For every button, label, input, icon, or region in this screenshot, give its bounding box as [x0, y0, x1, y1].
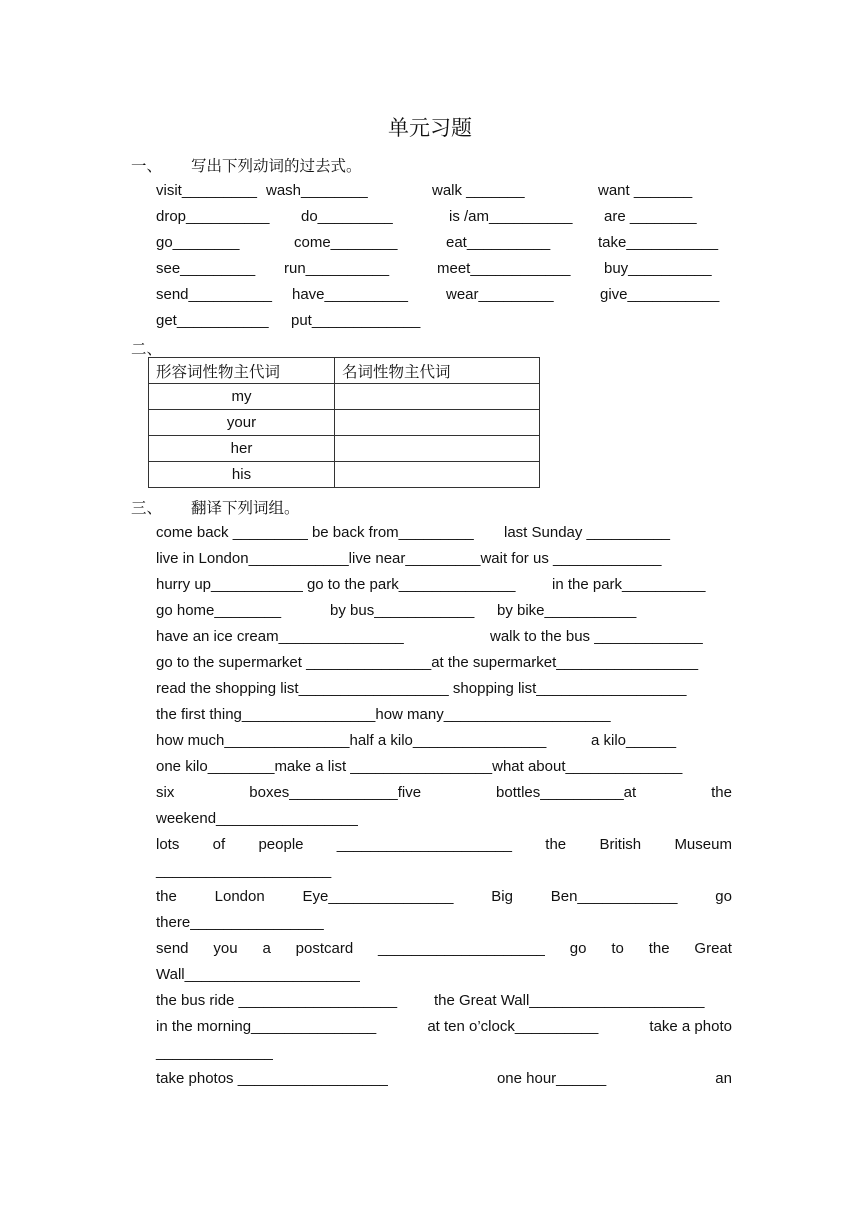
- phrase-text: Museum: [674, 836, 732, 853]
- phrase-text: by bike___________: [497, 602, 637, 619]
- phrase-text: people: [258, 836, 304, 853]
- verb-item: want _______: [598, 182, 693, 199]
- phrase-text: last Sunday __________: [504, 524, 670, 541]
- phrase-text: the bus ride ___________________: [156, 992, 398, 1009]
- phrase-line: [156, 809, 358, 829]
- phrase-text: by bus____________: [330, 602, 475, 619]
- phrase-text: one hour______: [496, 1070, 607, 1087]
- phrase-line: [156, 549, 661, 569]
- phrase-text: British: [599, 836, 642, 853]
- verb-item: get___________: [156, 312, 269, 329]
- phrase-text: to: [611, 940, 624, 957]
- phrase-text: ______________: [156, 1044, 273, 1061]
- phrase-text: live in London____________live near_________wait for us _____________: [156, 550, 662, 567]
- verb-item: give___________: [600, 286, 720, 303]
- section-2-number: 二、: [131, 340, 163, 358]
- phrase-text: the: [711, 784, 732, 801]
- phrase-text: Ben____________: [550, 888, 678, 905]
- answer-cell[interactable]: [335, 436, 540, 462]
- answer-cell[interactable]: [335, 384, 540, 410]
- phrase-text: go to the supermarket _______________at the supermarket_________________: [156, 654, 699, 671]
- verb-item: see_________: [156, 260, 256, 277]
- phrase-text: of: [212, 836, 226, 853]
- verb-item: are ________: [604, 208, 697, 225]
- phrase-line: [156, 1043, 273, 1063]
- phrase-line: [156, 887, 732, 907]
- verb-item: is /am__________: [449, 208, 573, 225]
- phrase-line: [156, 783, 732, 803]
- verb-item: go________: [156, 234, 240, 251]
- phrase-text: go: [715, 888, 732, 905]
- phrase-text: ____________________: [378, 940, 545, 957]
- phrase-text: one kilo________make a list _________________what about______________: [156, 758, 683, 775]
- table-cell: his: [149, 462, 335, 488]
- phrase-text: a: [262, 940, 271, 957]
- verb-item: buy__________: [604, 260, 712, 277]
- verb-item: have__________: [292, 286, 408, 303]
- table-row: [149, 410, 540, 436]
- verb-item: wear_________: [446, 286, 554, 303]
- section-1-title: 写出下列动词的过去式。: [191, 157, 362, 175]
- verb-item: visit_________: [156, 182, 257, 199]
- phrase-line: [156, 679, 686, 699]
- section-2-heading: [131, 337, 191, 359]
- table-header-row: [149, 358, 540, 384]
- phrase-text: in the morning_______________: [156, 1018, 377, 1035]
- section-3-number: 三、: [131, 499, 163, 517]
- phrase-text: _____________________: [156, 862, 332, 879]
- verb-item: do_________: [301, 208, 393, 225]
- phrase-text: come back _________ be back from_________: [156, 524, 474, 541]
- phrase-text: an: [715, 1070, 732, 1087]
- phrase-text: six: [156, 784, 175, 801]
- phrase-text: go: [569, 940, 587, 957]
- section-1-heading: [131, 154, 362, 176]
- phrase-line: [156, 939, 732, 959]
- phrase-line: [156, 653, 698, 673]
- phrase-text: in the park__________: [552, 576, 706, 593]
- page-title: 单元习题: [388, 116, 472, 140]
- phrase-text: London: [214, 888, 265, 905]
- phrase-text: Big: [491, 888, 513, 905]
- verb-item: send__________: [156, 286, 272, 303]
- phrase-line: [156, 705, 611, 725]
- phrase-text: boxes_____________five: [249, 784, 422, 801]
- verb-item: run__________: [284, 260, 390, 277]
- phrase-text: how much_______________half a kilo________________: [156, 732, 547, 749]
- phrase-line: [156, 1069, 732, 1089]
- verb-item: drop__________: [156, 208, 270, 225]
- verb-item: put_____________: [291, 312, 421, 329]
- table-row: [149, 462, 540, 488]
- phrase-text: postcard: [295, 940, 354, 957]
- phrase-text: Great: [694, 940, 732, 957]
- section-1-number: 一、: [131, 157, 163, 175]
- phrase-text: send: [156, 940, 189, 957]
- phrase-text: walk to the bus _____________: [490, 628, 703, 645]
- verb-item: take___________: [598, 234, 719, 251]
- phrase-text: the Great Wall_____________________: [434, 992, 705, 1009]
- phrase-line: [156, 965, 360, 985]
- verb-item: wash________: [266, 182, 368, 199]
- table-row: [149, 436, 540, 462]
- phrase-text: read the shopping list__________________ shopping list__________________: [156, 680, 687, 697]
- phrase-text: weekend_________________: [156, 810, 358, 827]
- phrase-text: the: [648, 940, 670, 957]
- section-3-heading: [131, 496, 300, 518]
- phrase-line: [156, 757, 682, 777]
- phrase-line: [156, 835, 732, 855]
- verb-item: meet____________: [437, 260, 571, 277]
- phrase-line: [156, 1017, 732, 1037]
- phrase-text: bottles__________at: [496, 784, 637, 801]
- answer-cell[interactable]: [335, 410, 540, 436]
- phrase-text: take photos __________________: [156, 1070, 388, 1087]
- phrase-line: [156, 861, 331, 881]
- answer-cell[interactable]: [335, 462, 540, 488]
- phrase-text: hurry up___________ go to the park______________: [156, 576, 516, 593]
- phrase-text: the: [156, 888, 177, 905]
- phrase-text: at ten o’clock__________: [427, 1018, 599, 1035]
- phrase-text: _____________________: [336, 836, 512, 853]
- phrase-text: go home________: [156, 602, 282, 619]
- table-row: [149, 384, 540, 410]
- table-cell: your: [149, 410, 335, 436]
- phrase-text: a kilo______: [591, 732, 677, 749]
- verb-item: eat__________: [446, 234, 551, 251]
- phrase-text: the first thing________________how many____________________: [156, 706, 611, 723]
- pronoun-table: [148, 357, 540, 488]
- table-header-cell: 形容词性物主代词: [149, 358, 335, 384]
- phrase-text: lots: [156, 836, 180, 853]
- verb-item: come________: [294, 234, 398, 251]
- phrase-text: there________________: [156, 914, 324, 931]
- section-3-title: 翻译下列词组。: [191, 499, 300, 517]
- phrase-text: take a photo: [649, 1018, 732, 1035]
- phrase-text: the: [545, 836, 567, 853]
- table-cell: her: [149, 436, 335, 462]
- phrase-text: you: [213, 940, 238, 957]
- table-header-cell: 名词性物主代词: [335, 358, 540, 384]
- table-cell: my: [149, 384, 335, 410]
- phrase-text: have an ice cream_______________: [156, 628, 404, 645]
- phrase-text: Eye_______________: [302, 888, 454, 905]
- phrase-text: Wall_____________________: [156, 966, 360, 983]
- verb-item: walk _______: [432, 182, 525, 199]
- phrase-line: [156, 913, 324, 933]
